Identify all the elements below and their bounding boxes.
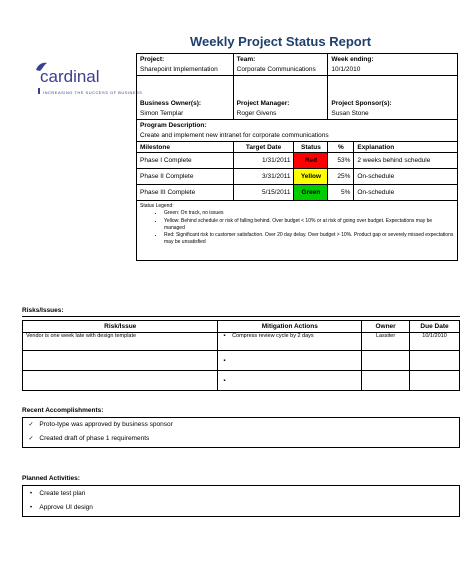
legend-yellow: • Yellow: Behind schedule or risk of falling behind. Over budget < 10% or at risk of going over budget. Expectations may be managed (164, 218, 454, 233)
business-owner-label: Business Owner(s): (137, 98, 234, 109)
table-row (23, 371, 460, 391)
legend-title: Status Legend: (140, 203, 174, 209)
planned-list (22, 485, 460, 517)
due-date-header: Due Date (410, 321, 460, 333)
accomplishments-section-label: Recent Accomplishments: (22, 407, 104, 414)
project-sponsor-value: Susan Stone (328, 109, 458, 120)
status-badge: Yellow (294, 169, 328, 185)
accomplishments-list (22, 417, 460, 448)
project-sponsor-label: Project Sponsor(s): (328, 98, 458, 109)
program-description-value: Create and implement new intranet for corporate communications (137, 131, 458, 142)
report-title: Weekly Project Status Report (190, 34, 372, 49)
table-row: Vendor is one week late with design template ▪ Compress review cycle by 2 days Lassiter 10/1/2010 (23, 333, 460, 351)
list-item: ✓ Proto-type was approved by business sponsor (28, 421, 173, 428)
logo-tagline: INCREASING THE SUCCESS OF BUSINESS (43, 90, 143, 95)
percent-header: % (328, 142, 354, 153)
week-ending-value: 10/1/2010 (328, 65, 458, 76)
list-item: • Create test plan (29, 490, 86, 497)
target-date-header: Target Date (233, 142, 294, 153)
business-owner-value: Simon Templar (137, 109, 234, 120)
check-icon: ✓ (28, 422, 34, 428)
bullet-icon: • (29, 491, 33, 497)
milestone-row: Phase III Complete 5/15/2011 Green 5% On-schedule (137, 185, 458, 201)
check-icon: ✓ (28, 436, 34, 442)
week-ending-label: Week ending: (328, 54, 458, 65)
milestone-header: Milestone (137, 142, 234, 153)
project-info-table (136, 53, 458, 261)
list-item: ✓ Created draft of phase 1 requirements (28, 435, 150, 442)
team-label: Team: (233, 54, 328, 65)
cardinal-logo (26, 60, 143, 100)
planned-section-label: Planned Activities: (22, 475, 80, 482)
logo-word: cardinal (40, 67, 100, 86)
project-label: Project: (137, 54, 234, 65)
risk-issue-header: Risk/Issue (23, 321, 218, 333)
project-manager-label: Project Manager: (233, 98, 328, 109)
program-description-label: Program Description: (137, 120, 458, 131)
risks-section-label: Risks/Issues: (22, 307, 64, 314)
bullet-icon: ▪ (223, 378, 226, 384)
milestone-row: Phase II Complete 3/31/2011 Yellow 25% On-schedule (137, 169, 458, 185)
mitigation-header: Mitigation Actions (218, 321, 362, 333)
legend-red: • Red: Significant risk to customer satisfaction. Over 20 day delay. Over budget > 10%. Product gap or severely missed expectations may be unsatisfied (164, 232, 454, 247)
milestone-row: Phase I Complete 1/31/2011 Red 53% 2 weeks behind schedule (137, 153, 458, 169)
list-item: • Approve UI design (29, 504, 93, 511)
bullet-icon: ▪ (223, 358, 226, 364)
project-manager-value: Roger Givens (233, 109, 328, 120)
legend-green: • Green: On track, no issues (164, 210, 454, 217)
team-value: Corporate Communications (233, 65, 328, 76)
project-value: Sharepoint Implementation (137, 65, 234, 76)
status-legend (137, 201, 458, 261)
explanation-header: Explanation (354, 142, 458, 153)
status-badge: Green (294, 185, 328, 201)
bullet-icon: ▪ (223, 333, 226, 339)
status-badge: Red (294, 153, 328, 169)
status-header: Status (294, 142, 328, 153)
risks-table (22, 320, 460, 391)
table-row (23, 351, 460, 371)
owner-header: Owner (362, 321, 410, 333)
bullet-icon: • (29, 505, 33, 511)
